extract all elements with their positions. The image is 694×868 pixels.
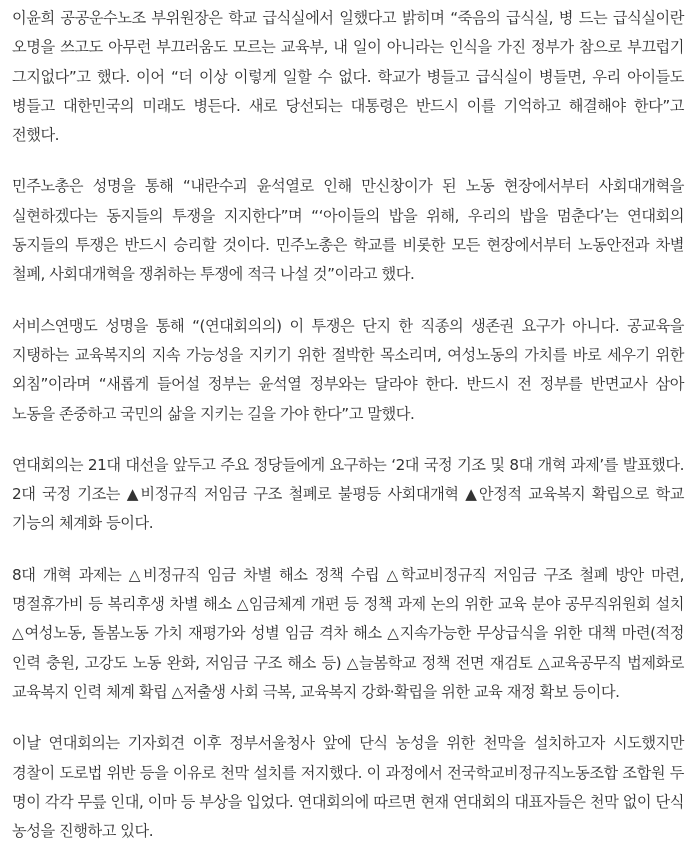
paragraph-kctu-statement: 민주노총은 성명을 통해 “내란수괴 윤석열로 인해 만신창이가 된 노동 현장에서부터 사회대개혁을 실현하겠다는 동지들의 투쟁을 지지한다”며 “‘아이들의 밥을 위해, 우리의 밥을 멈춘다’는 연대회의 동지들의 투쟁은 반드시 승리할 것이다. 민주노총은 학교를 비롯한 모든 현장에서부터 노동안전과 차별 철폐, 사회대개혁을 쟁취하는 투쟁에 적극 나설 것”이라고 했다. <box>12 177 684 284</box>
paragraph-service-federation-statement: 서비스연맹도 성명을 통해 “(연대회의의) 이 투쟁은 단지 한 직종의 생존권 요구가 아니다. 공교육을 지탱하는 교육복지의 지속 가능성을 지키기 위한 절박한 목소리며, 여성노동의 가치를 바로 세우기 위한 외침”이라며 “새롭게 들어설 정부는 윤석열 정부와는 달라야 한다. 반드시 전 정부를 반면교사 삼아 노동을 존중하고 국민의 삶을 지키는 길을 가야 한다”고 말했다. <box>12 316 684 423</box>
paragraph-reform-tasks: 8대 개혁 과제는 △비정규직 임금 차별 해소 정책 수립 △학교비정규직 저임금 구조 철폐 방안 마련, 명절휴가비 등 복리후생 차별 해소 △임금체계 개편 등 정책 과제 논의 위한 교육 분야 공무직위원회 설치 △여성노동, 돌봄노동 가치 재평가와 성별 임금 격차 해소 △지속가능한 무상급식을 위한 대책 마련(적정 인력 충원, 고강도 노동 완화, 저임금 구조 해소 등) △늘봄학교 정책 전면 재검토 △교육공무직 법제화로 교육복지 인력 체계 확립 △저출생 사회 극복, 교육복지 강화·확립을 위한 교육 재정 확보 등이다. <box>12 565 684 701</box>
paragraph-policy-directions: 연대회의는 21대 대선을 앞두고 주요 정당들에게 요구하는 ‘2대 국정 기조 및 8대 개혁 과제’를 발표했다. 2대 국정 기조는 ▲비정규직 저임금 구조 철폐로 불평등 사회대개혁 ▲안정적 교육복지 확립으로 학교 기능의 체계화 등이다. <box>12 455 684 533</box>
paragraph-quote-union-vice-chair: 이윤희 공공운수노조 부위원장은 학교 급식실에서 일했다고 밝히며 “죽음의 급식실, 병 드는 급식실이란 오명을 쓰고도 아무런 부끄러움도 모르는 교육부, 내 일이 아니라는 인식을 가진 정부가 참으로 부끄럽기 그지없다”고 했다. 이어 “더 이상 이렇게 일할 수 없다. 학교가 병들고 급식실이 병들면, 우리 아이들도 병들고 대한민국의 미래도 병든다. 새로 당선되는 대통령은 반드시 이를 기억하고 해결해야 한다”고 전했다. <box>12 9 684 145</box>
article-body <box>12 4 684 868</box>
paragraph-tent-sit-in: 이날 연대회의는 기자회견 이후 정부서울청사 앞에 단식 농성을 위한 천막을 설치하고자 시도했지만 경찰이 도로법 위반 등을 이유로 천막 설치를 저지했다. 이 과정에서 전국학교비정규직노동조합 조합원 두 명이 각각 무릎 인대, 이마 등 부상을 입었다. 연대회의에 따르면 현재 연대회의 대표자들은 천막 없이 단식 농성을 진행하고 있다. <box>12 734 684 841</box>
